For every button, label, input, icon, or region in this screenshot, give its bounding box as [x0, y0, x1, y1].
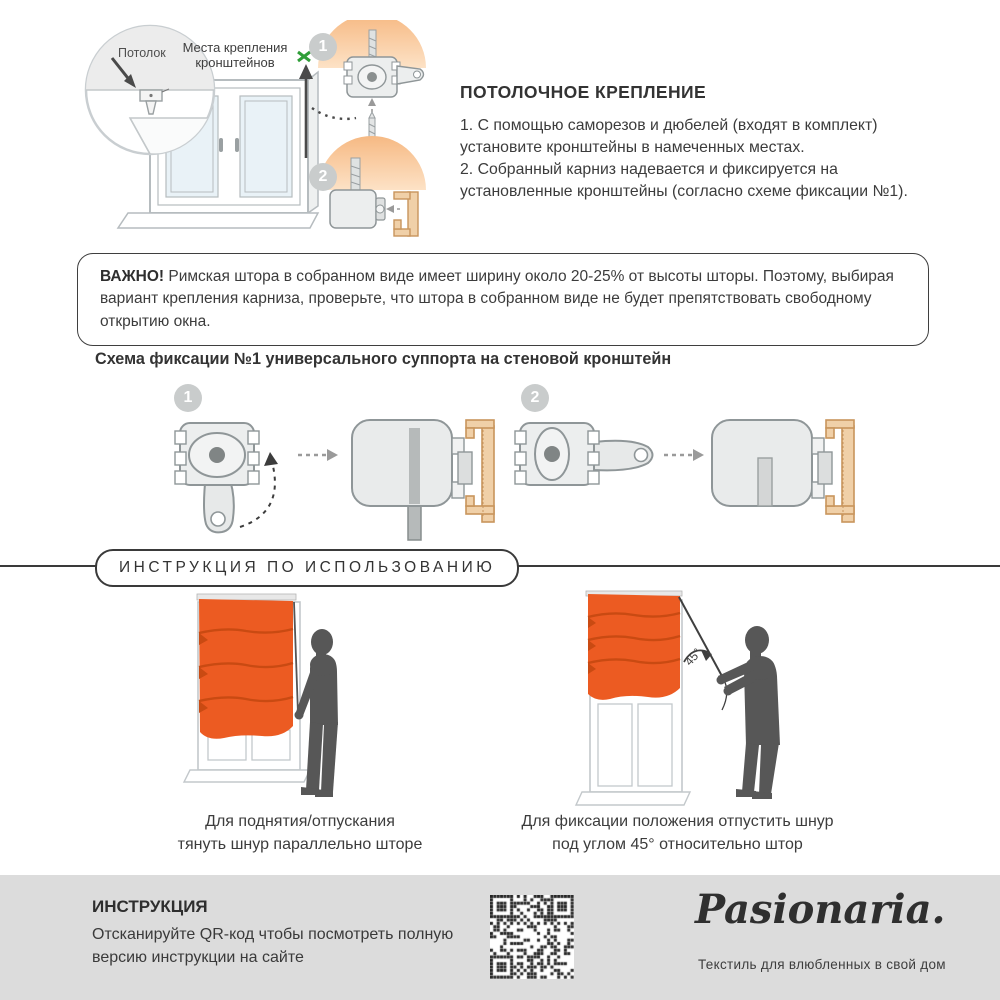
scheme1-arrow-icon — [298, 449, 338, 461]
usage-caption-right — [505, 810, 850, 856]
important-note-box — [77, 253, 929, 346]
angle-45-label: 45° — [681, 645, 705, 669]
roman-blind-down-drawing — [197, 594, 296, 739]
scheme2-assembled-drawing — [712, 420, 854, 522]
footer-title: ИНСТРУКЦИЯ — [92, 897, 208, 916]
brand-logo: Pasionaria. — [695, 886, 946, 933]
scheme1-number-badge: 1 — [174, 384, 202, 412]
important-label: ВАЖНО! — [100, 268, 165, 285]
ceiling-step2-drawing — [318, 136, 426, 236]
mount-points-label: Места крепления кронштейнов — [182, 40, 288, 71]
person-silhouette-pulling — [717, 626, 781, 799]
caption-right-line1: Для фиксации положения отпустить шнур — [521, 813, 834, 830]
scheme1-assembled-drawing — [352, 420, 494, 540]
usage-caption-left — [140, 810, 460, 856]
ceiling-mount-step1: 1. С помощью саморезов и дюбелей (входят в комплект) установите кронштейны в намеченных местах. — [460, 117, 878, 157]
scheme2-arrow-icon — [664, 449, 704, 461]
ceiling-mount-step2: 2. Собранный карниз надевается и фиксируется на установленные кронштейны (согласно схеме фиксации №1). — [460, 161, 908, 201]
rail-profile-icon — [394, 192, 418, 236]
brand-tagline: Текстиль для влюбленных в свой дом — [698, 957, 946, 972]
ceiling-label: Потолок — [118, 46, 166, 60]
footer-text: Отсканируйте QR-код чтобы посмотреть полную версию инструкции на сайте — [92, 926, 454, 967]
qr-code-icon — [490, 895, 574, 979]
step2-number-badge: 2 — [309, 163, 337, 191]
usage-section-title: ИНСТРУКЦИЯ ПО ИСПОЛЬЗОВАНИЮ — [95, 549, 519, 587]
step1-number-badge: 1 — [309, 33, 337, 61]
roman-blind-up-drawing — [586, 591, 682, 700]
important-text: Римская штора в собранном виде имеет ширину около 20-25% от высоты шторы. Поэтому, выбирая вариант крепления карниза, проверьте, что штора в собранном виде не будет препятствовать свободному открытию окна. — [100, 268, 894, 330]
caption-right-line2: под углом 45° относительно штор — [552, 836, 803, 854]
caption-left-line2: тянуть шнур параллельно шторе — [177, 836, 423, 854]
scheme-title: Схема фиксации №1 универсального суппорта на стеновой кронштейн — [95, 350, 672, 368]
fixation-scheme-illustration — [95, 385, 905, 545]
mount-mark-icon — [298, 52, 310, 61]
scheme2-bracket-drawing — [515, 423, 653, 485]
ceiling-mount-section — [460, 82, 922, 203]
usage-left-illustration — [180, 588, 410, 808]
scheme1-bracket-drawing — [175, 423, 278, 532]
caption-left-line1: Для поднятия/отпускания — [205, 813, 395, 830]
scheme2-number-badge: 2 — [521, 384, 549, 412]
ceiling-mount-title: ПОТОЛОЧНОЕ КРЕПЛЕНИЕ — [460, 82, 707, 102]
